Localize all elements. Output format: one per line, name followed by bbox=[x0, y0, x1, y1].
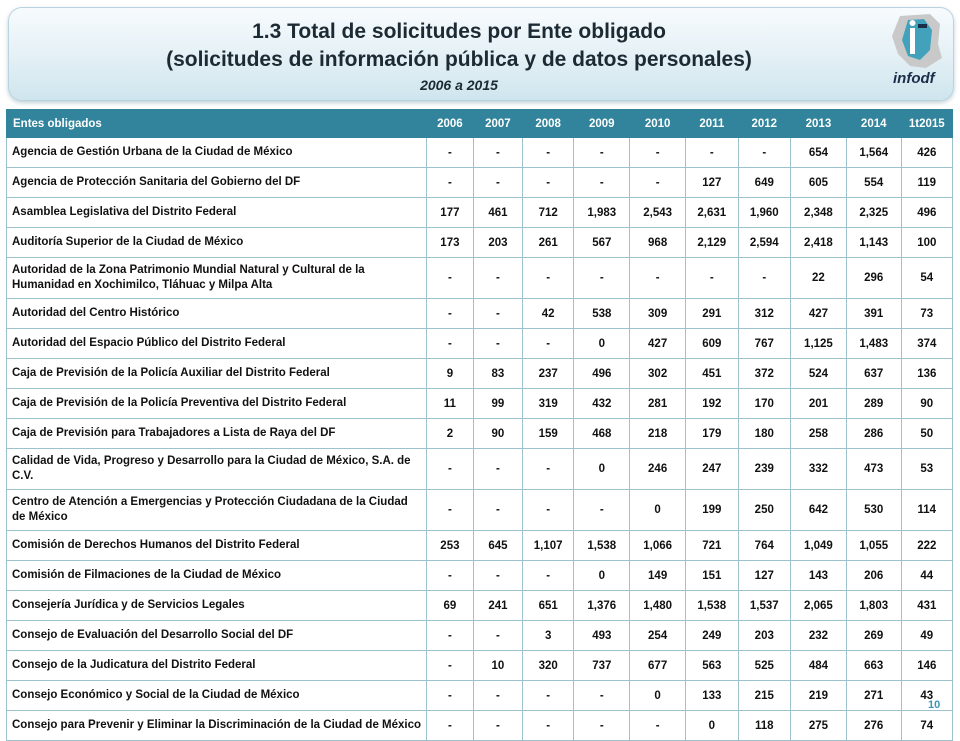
column-header-year: 2009 bbox=[574, 110, 630, 138]
entity-name-cell: Autoridad de la Zona Patrimonio Mundial Natural y Cultural de la Humanidad en Xochimilco, Tláhuac y Milpa Alta bbox=[7, 258, 427, 299]
value-cell: 1,564 bbox=[846, 138, 901, 168]
value-cell: - bbox=[574, 168, 630, 198]
value-cell: 159 bbox=[522, 419, 573, 449]
value-cell: 0 bbox=[630, 681, 686, 711]
value-cell: 637 bbox=[846, 359, 901, 389]
value-cell: 651 bbox=[522, 591, 573, 621]
value-cell: - bbox=[473, 561, 522, 591]
value-cell: 269 bbox=[846, 621, 901, 651]
column-header-year: 2012 bbox=[738, 110, 790, 138]
page-date-range: 2006 a 2015 bbox=[420, 77, 498, 93]
value-cell: 199 bbox=[686, 490, 738, 531]
entity-name-cell: Comisión de Derechos Humanos del Distrito Federal bbox=[7, 531, 427, 561]
value-cell: - bbox=[630, 168, 686, 198]
table-row bbox=[7, 198, 953, 228]
value-cell: - bbox=[426, 490, 473, 531]
value-cell: 1,538 bbox=[686, 591, 738, 621]
value-cell: 0 bbox=[574, 449, 630, 490]
entity-name-cell: Agencia de Gestión Urbana de la Ciudad de México bbox=[7, 138, 427, 168]
table-row bbox=[7, 228, 953, 258]
value-cell: 2,543 bbox=[630, 198, 686, 228]
value-cell: 286 bbox=[846, 419, 901, 449]
value-cell: 73 bbox=[901, 299, 952, 329]
value-cell: - bbox=[473, 168, 522, 198]
value-cell: 1,803 bbox=[846, 591, 901, 621]
value-cell: 1,537 bbox=[738, 591, 790, 621]
value-cell: 737 bbox=[574, 651, 630, 681]
value-cell: 0 bbox=[574, 329, 630, 359]
requests-table bbox=[6, 109, 953, 741]
table-row bbox=[7, 258, 953, 299]
entity-name-cell: Agencia de Protección Sanitaria del Gobierno del DF bbox=[7, 168, 427, 198]
value-cell: - bbox=[574, 711, 630, 741]
table-row bbox=[7, 711, 953, 741]
entity-name-cell: Centro de Atención a Emergencias y Protección Ciudadana de la Ciudad de México bbox=[7, 490, 427, 531]
value-cell: - bbox=[522, 329, 573, 359]
value-cell: 215 bbox=[738, 681, 790, 711]
value-cell: 11 bbox=[426, 389, 473, 419]
value-cell: 114 bbox=[901, 490, 952, 531]
column-header-year: 2008 bbox=[522, 110, 573, 138]
value-cell: 374 bbox=[901, 329, 952, 359]
value-cell: - bbox=[426, 258, 473, 299]
value-cell: 203 bbox=[738, 621, 790, 651]
entity-name-cell: Asamblea Legislativa del Distrito Federal bbox=[7, 198, 427, 228]
value-cell: - bbox=[473, 329, 522, 359]
value-cell: - bbox=[522, 490, 573, 531]
value-cell: 54 bbox=[901, 258, 952, 299]
entity-name-cell: Auditoría Superior de la Ciudad de México bbox=[7, 228, 427, 258]
value-cell: 426 bbox=[901, 138, 952, 168]
value-cell: 149 bbox=[630, 561, 686, 591]
value-cell: - bbox=[522, 449, 573, 490]
table-row bbox=[7, 419, 953, 449]
value-cell: - bbox=[473, 449, 522, 490]
value-cell: - bbox=[426, 168, 473, 198]
value-cell: 50 bbox=[901, 419, 952, 449]
value-cell: 525 bbox=[738, 651, 790, 681]
value-cell: 524 bbox=[791, 359, 847, 389]
value-cell: - bbox=[473, 490, 522, 531]
value-cell: 90 bbox=[473, 419, 522, 449]
table-row bbox=[7, 329, 953, 359]
table-row bbox=[7, 591, 953, 621]
value-cell: 2,631 bbox=[686, 198, 738, 228]
table-header-row bbox=[7, 110, 953, 138]
value-cell: 1,143 bbox=[846, 228, 901, 258]
value-cell: 427 bbox=[791, 299, 847, 329]
value-cell: 332 bbox=[791, 449, 847, 490]
value-cell: 100 bbox=[901, 228, 952, 258]
value-cell: 2,065 bbox=[791, 591, 847, 621]
value-cell: 309 bbox=[630, 299, 686, 329]
value-cell: - bbox=[522, 681, 573, 711]
value-cell: 118 bbox=[738, 711, 790, 741]
value-cell: - bbox=[574, 138, 630, 168]
table-row bbox=[7, 561, 953, 591]
value-cell: 372 bbox=[738, 359, 790, 389]
value-cell: 9 bbox=[426, 359, 473, 389]
column-header-entity: Entes obligados bbox=[7, 110, 427, 138]
value-cell: - bbox=[473, 681, 522, 711]
value-cell: 496 bbox=[901, 198, 952, 228]
value-cell: 0 bbox=[630, 490, 686, 531]
value-cell: 247 bbox=[686, 449, 738, 490]
table-row bbox=[7, 681, 953, 711]
value-cell: - bbox=[426, 449, 473, 490]
value-cell: - bbox=[574, 258, 630, 299]
value-cell: 427 bbox=[630, 329, 686, 359]
value-cell: - bbox=[473, 711, 522, 741]
value-cell: 484 bbox=[791, 651, 847, 681]
value-cell: - bbox=[426, 621, 473, 651]
value-cell: - bbox=[630, 711, 686, 741]
value-cell: 237 bbox=[522, 359, 573, 389]
value-cell: - bbox=[426, 711, 473, 741]
value-cell: 1,055 bbox=[846, 531, 901, 561]
entity-name-cell: Consejo de la Judicatura del Distrito Federal bbox=[7, 651, 427, 681]
value-cell: - bbox=[426, 681, 473, 711]
value-cell: 275 bbox=[791, 711, 847, 741]
value-cell: 246 bbox=[630, 449, 686, 490]
value-cell: 281 bbox=[630, 389, 686, 419]
value-cell: 74 bbox=[901, 711, 952, 741]
value-cell: 119 bbox=[901, 168, 952, 198]
value-cell: 538 bbox=[574, 299, 630, 329]
value-cell: 249 bbox=[686, 621, 738, 651]
value-cell: 1,049 bbox=[791, 531, 847, 561]
value-cell: 99 bbox=[473, 389, 522, 419]
value-cell: 289 bbox=[846, 389, 901, 419]
value-cell: - bbox=[522, 138, 573, 168]
column-header-year: 2011 bbox=[686, 110, 738, 138]
value-cell: 222 bbox=[901, 531, 952, 561]
value-cell: - bbox=[426, 138, 473, 168]
value-cell: - bbox=[630, 138, 686, 168]
value-cell: 721 bbox=[686, 531, 738, 561]
value-cell: - bbox=[630, 258, 686, 299]
value-cell: 312 bbox=[738, 299, 790, 329]
value-cell: 250 bbox=[738, 490, 790, 531]
value-cell: 239 bbox=[738, 449, 790, 490]
value-cell: 496 bbox=[574, 359, 630, 389]
entity-name-cell: Consejo para Prevenir y Eliminar la Discriminación de la Ciudad de México bbox=[7, 711, 427, 741]
page-subtitle: (solicitudes de información pública y de datos personales) bbox=[166, 48, 752, 71]
title-banner bbox=[8, 7, 954, 101]
value-cell: 201 bbox=[791, 389, 847, 419]
value-cell: - bbox=[426, 651, 473, 681]
value-cell: 133 bbox=[686, 681, 738, 711]
value-cell: 254 bbox=[630, 621, 686, 651]
value-cell: 206 bbox=[846, 561, 901, 591]
value-cell: - bbox=[426, 561, 473, 591]
value-cell: 391 bbox=[846, 299, 901, 329]
value-cell: 53 bbox=[901, 449, 952, 490]
value-cell: 49 bbox=[901, 621, 952, 651]
value-cell: 143 bbox=[791, 561, 847, 591]
value-cell: - bbox=[522, 258, 573, 299]
value-cell: 605 bbox=[791, 168, 847, 198]
value-cell: 968 bbox=[630, 228, 686, 258]
value-cell: 1,960 bbox=[738, 198, 790, 228]
value-cell: 3 bbox=[522, 621, 573, 651]
value-cell: 22 bbox=[791, 258, 847, 299]
table-row bbox=[7, 490, 953, 531]
value-cell: 2,129 bbox=[686, 228, 738, 258]
value-cell: 767 bbox=[738, 329, 790, 359]
table-row bbox=[7, 531, 953, 561]
value-cell: 151 bbox=[686, 561, 738, 591]
table-row bbox=[7, 168, 953, 198]
value-cell: 241 bbox=[473, 591, 522, 621]
table-row bbox=[7, 389, 953, 419]
value-cell: 177 bbox=[426, 198, 473, 228]
entity-name-cell: Consejo de Evaluación del Desarrollo Social del DF bbox=[7, 621, 427, 651]
value-cell: 2 bbox=[426, 419, 473, 449]
value-cell: 451 bbox=[686, 359, 738, 389]
column-header-year: 2006 bbox=[426, 110, 473, 138]
value-cell: 69 bbox=[426, 591, 473, 621]
value-cell: 431 bbox=[901, 591, 952, 621]
value-cell: 764 bbox=[738, 531, 790, 561]
value-cell: 0 bbox=[574, 561, 630, 591]
value-cell: 232 bbox=[791, 621, 847, 651]
value-cell: 1,483 bbox=[846, 329, 901, 359]
value-cell: 192 bbox=[686, 389, 738, 419]
value-cell: 319 bbox=[522, 389, 573, 419]
value-cell: 2,325 bbox=[846, 198, 901, 228]
value-cell: 253 bbox=[426, 531, 473, 561]
value-cell: 554 bbox=[846, 168, 901, 198]
value-cell: 609 bbox=[686, 329, 738, 359]
value-cell: 2,418 bbox=[791, 228, 847, 258]
value-cell: - bbox=[686, 258, 738, 299]
value-cell: 567 bbox=[574, 228, 630, 258]
value-cell: 432 bbox=[574, 389, 630, 419]
entity-name-cell: Consejería Jurídica y de Servicios Legales bbox=[7, 591, 427, 621]
value-cell: 320 bbox=[522, 651, 573, 681]
value-cell: - bbox=[473, 621, 522, 651]
value-cell: 1,376 bbox=[574, 591, 630, 621]
value-cell: - bbox=[522, 168, 573, 198]
value-cell: - bbox=[473, 258, 522, 299]
value-cell: - bbox=[426, 329, 473, 359]
value-cell: 1,066 bbox=[630, 531, 686, 561]
value-cell: - bbox=[473, 138, 522, 168]
table-row bbox=[7, 621, 953, 651]
value-cell: 712 bbox=[522, 198, 573, 228]
value-cell: - bbox=[574, 681, 630, 711]
value-cell: - bbox=[426, 299, 473, 329]
entity-name-cell: Calidad de Vida, Progreso y Desarrollo para la Ciudad de México, S.A. de C.V. bbox=[7, 449, 427, 490]
value-cell: 563 bbox=[686, 651, 738, 681]
entity-name-cell: Autoridad del Centro Histórico bbox=[7, 299, 427, 329]
table-row bbox=[7, 138, 953, 168]
value-cell: 136 bbox=[901, 359, 952, 389]
value-cell: 530 bbox=[846, 490, 901, 531]
table-row bbox=[7, 299, 953, 329]
value-cell: 473 bbox=[846, 449, 901, 490]
column-header-year: 1t2015 bbox=[901, 110, 952, 138]
entity-name-cell: Autoridad del Espacio Público del Distrito Federal bbox=[7, 329, 427, 359]
value-cell: 127 bbox=[686, 168, 738, 198]
value-cell: 42 bbox=[522, 299, 573, 329]
value-cell: 1,983 bbox=[574, 198, 630, 228]
value-cell: 291 bbox=[686, 299, 738, 329]
value-cell: 649 bbox=[738, 168, 790, 198]
table-row bbox=[7, 359, 953, 389]
value-cell: 170 bbox=[738, 389, 790, 419]
value-cell: 645 bbox=[473, 531, 522, 561]
column-header-year: 2007 bbox=[473, 110, 522, 138]
value-cell: 1,125 bbox=[791, 329, 847, 359]
value-cell: 43 bbox=[901, 681, 952, 711]
value-cell: 663 bbox=[846, 651, 901, 681]
value-cell: 468 bbox=[574, 419, 630, 449]
value-cell: 203 bbox=[473, 228, 522, 258]
value-cell: 493 bbox=[574, 621, 630, 651]
value-cell: 271 bbox=[846, 681, 901, 711]
value-cell: 0 bbox=[686, 711, 738, 741]
value-cell: 44 bbox=[901, 561, 952, 591]
value-cell: 1,538 bbox=[574, 531, 630, 561]
value-cell: 1,480 bbox=[630, 591, 686, 621]
value-cell: 642 bbox=[791, 490, 847, 531]
value-cell: 296 bbox=[846, 258, 901, 299]
entity-name-cell: Comisión de Filmaciones de la Ciudad de México bbox=[7, 561, 427, 591]
value-cell: 302 bbox=[630, 359, 686, 389]
entity-name-cell: Caja de Previsión de la Policía Preventiva del Distrito Federal bbox=[7, 389, 427, 419]
value-cell: - bbox=[574, 490, 630, 531]
value-cell: 219 bbox=[791, 681, 847, 711]
column-header-year: 2010 bbox=[630, 110, 686, 138]
column-header-year: 2013 bbox=[791, 110, 847, 138]
page-title: 1.3 Total de solicitudes por Ente obligado bbox=[252, 20, 666, 43]
column-header-year: 2014 bbox=[846, 110, 901, 138]
value-cell: 261 bbox=[522, 228, 573, 258]
value-cell: 1,107 bbox=[522, 531, 573, 561]
value-cell: - bbox=[686, 138, 738, 168]
value-cell: 461 bbox=[473, 198, 522, 228]
value-cell: 180 bbox=[738, 419, 790, 449]
value-cell: - bbox=[738, 138, 790, 168]
value-cell: 2,348 bbox=[791, 198, 847, 228]
value-cell: 127 bbox=[738, 561, 790, 591]
value-cell: 10 bbox=[473, 651, 522, 681]
entity-name-cell: Caja de Previsión para Trabajadores a Lista de Raya del DF bbox=[7, 419, 427, 449]
table-row bbox=[7, 449, 953, 490]
value-cell: - bbox=[522, 711, 573, 741]
value-cell: 677 bbox=[630, 651, 686, 681]
value-cell: 258 bbox=[791, 419, 847, 449]
value-cell: 276 bbox=[846, 711, 901, 741]
value-cell: 2,594 bbox=[738, 228, 790, 258]
value-cell: 173 bbox=[426, 228, 473, 258]
value-cell: 90 bbox=[901, 389, 952, 419]
value-cell: 146 bbox=[901, 651, 952, 681]
value-cell: 83 bbox=[473, 359, 522, 389]
value-cell: - bbox=[522, 561, 573, 591]
table-row bbox=[7, 651, 953, 681]
entity-name-cell: Caja de Previsión de la Policía Auxiliar del Distrito Federal bbox=[7, 359, 427, 389]
value-cell: - bbox=[473, 299, 522, 329]
value-cell: 654 bbox=[791, 138, 847, 168]
entity-name-cell: Consejo Económico y Social de la Ciudad de México bbox=[7, 681, 427, 711]
value-cell: 179 bbox=[686, 419, 738, 449]
page-number: 10 bbox=[928, 699, 941, 711]
value-cell: 218 bbox=[630, 419, 686, 449]
value-cell: - bbox=[738, 258, 790, 299]
logo-text: infodf bbox=[893, 70, 935, 87]
